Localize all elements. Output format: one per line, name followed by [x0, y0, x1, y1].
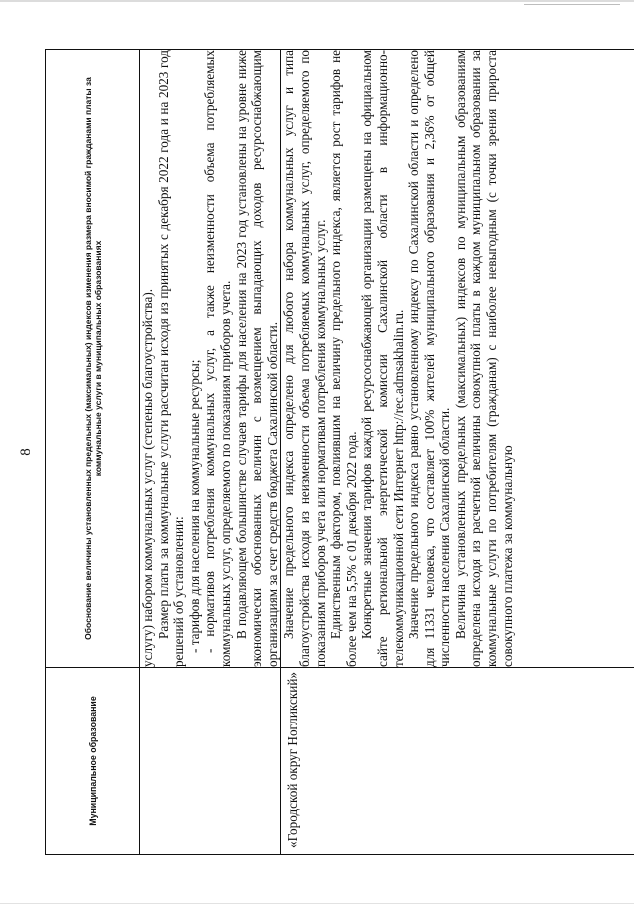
paragraph: Значение предельного индекса равно установленному индексу по Сахалинской области и определено для 11331 человека, что составляет 100% жителей муниципального образования и 2,36% от общей численности населения Сахалинской области. [406, 50, 453, 667]
page-number: 8 [18, 448, 34, 456]
municipality-cell [140, 668, 281, 855]
header-municipality: Муниципальное образование [46, 668, 140, 855]
municipality-name: «Городской округ Ногликский» [285, 672, 301, 848]
paragraph: Величина установленных предельных (максимальных) индексов по муниципальным образованиям определена исходя из расчетной величины совокупной платы в каждом муниципальном образовании за коммунальные услуги по потребителям (гражданам) с наиболее невыгодным (с точки зрения прироста совокупного платежа за коммунальную [452, 50, 515, 667]
paragraph: - тарифов для населения на коммунальные ресурсы; [186, 359, 202, 653]
paragraph: Размер платы за коммунальные услуги рассчитан исходя из принятых с декабря 2022 года и на 2023 год решений об установлении: [155, 50, 187, 667]
paragraph: - нормативов потребления коммунальных услуг, а также неизменности объема потребляемых коммунальных услуг, определяемого по показаниям приборов учета. [202, 50, 233, 667]
table-row [281, 50, 634, 855]
table-header-row [46, 50, 140, 855]
municipality-name [140, 668, 144, 854]
paragraph: Значение предельного индекса определено для любого набора коммунальных услуг и типа благоустройства исходя из неизменности объема потребляемых коммунальных услуг, определяемого по показаниям приборов учета или нормативам потребления коммунальных услуг. [281, 50, 328, 667]
paragraph: Конкретные значения тарифов каждой ресурсоснабжающей организации размещены на официальном сайте региональной энергетической комиссии Сахалинской области в информационно-телекоммуникационной сети Интернет http://rec.admsakhalin.ru. [359, 50, 406, 667]
justification-table [45, 49, 634, 855]
paragraph: В подавляющем большинстве случаев тарифы для населения на 2023 год установлены на уровне ниже экономически обоснованных величин с возмещением выпадающих доходов ресурсоснабжающим организациям за счет средств бюджета Сахалинской области. [233, 50, 280, 667]
table-row [140, 50, 281, 855]
justification-cell [140, 50, 281, 668]
header-justification: Обоснование величины установленных предельных (максимальных) индексов изменения размера вносимой гражданами платы за коммунальные услуги в муниципальных образованиях [46, 50, 140, 668]
justification-cell [281, 50, 634, 668]
paragraph: услугу) набором коммунальных услуг (степенью благоустройства). [140, 288, 155, 667]
paragraph: Единственным фактором, повлиявшим на величину предельного индекса, является рост тарифов не более чем на 5,5% с 01 декабря 2022 года. [328, 50, 359, 667]
municipality-cell [281, 668, 634, 855]
